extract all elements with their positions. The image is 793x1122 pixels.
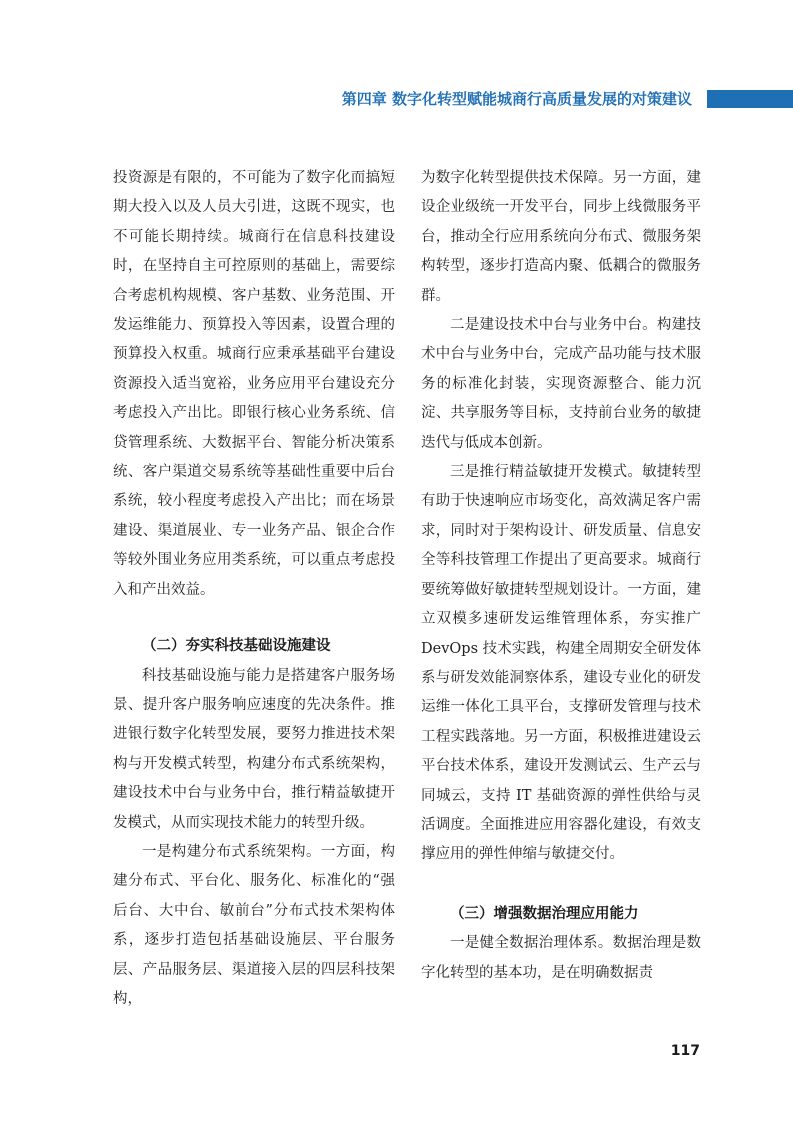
left-column	[113, 164, 395, 1014]
running-header	[0, 88, 793, 110]
section-heading: （二）夯实科技基础设施建设	[142, 638, 331, 655]
spacer	[113, 605, 395, 632]
paragraph: 科技基础设施与能力是搭建客户服务场景、提升客户服务响应速度的先决条件。推进银行数字化转型发展，要努力推进技术架构与开发模式转型，构建分布式系统架构，建设技术中台与业务中台，推行精益敏捷开发模式，从而实现技术能力的转型升级。	[113, 667, 395, 831]
chapter-title: 第四章 数字化转型赋能城商行高质量发展的对策建议	[341, 90, 692, 108]
page-number: 117	[670, 1043, 700, 1059]
paragraph: 一是构建分布式系统架构。一方面，构建分布式、平台化、服务化、标准化的“强后台、大中台、敏前台”分布式技术架构体系，逐步打造包括基础设施层、平台服务层、产品服务层、渠道接入层的四层科技架构，	[113, 843, 395, 1007]
header-accent-rect	[707, 90, 793, 108]
paragraph: 三是推行精益敏捷开发模式。敏捷转型有助于快速响应市场变化，高效满足客户需求，同时对于架构设计、研发质量、信息安全等科技管理工作提出了更高要求。城商行要统筹做好敏捷转型规划设计。一方面，建立双模多速研发运维管理体系，夯实推广 DevOps 技术实践，构建全周期安全研发体系与研发效能洞察体系，建设专业化的研发运维一体化工具平台，支撑研发管理与技术工程实践落地。另一方面，积极推进建设云平台技术体系，建设开发测试云、生产云与同城云，支持 IT 基础资源的弹性供给与灵活调度。全面推进应用容器化建设，有效支撑应用的弹性伸缩与敏捷交付。	[421, 464, 701, 863]
section-heading: （三）增强数据治理应用能力	[450, 905, 639, 922]
paragraph: 投资源是有限的，不可能为了数字化而搞短期大投入以及人员大引进，这既不现实，也不可能长期持续。城商行在信息科技建设时，在坚持自主可控原则的基础上，需要综合考虑机构规模、客户基数、业务范围、开发运维能力、预算投入等因素，设置合理的预算投入权重。城商行应秉承基础平台建设资源投入适当宽裕，业务应用平台建设充分考虑投入产出比。即银行核心业务系统、信贷管理系统、大数据平台、智能分析决策系统、客户渠道交易系统等基础性重要中后台系统，较小程度考虑投入产出比；而在场景建设、渠道展业、专一业务产品、银企合作等较外围业务应用类系统，可以重点考虑投入和产出效益。	[113, 170, 395, 598]
spacer	[421, 870, 701, 900]
paragraph: 二是建设技术中台与业务中台。构建技术中台与业务中台，完成产品功能与技术服务的标准化封装，实现资源整合、能力沉淀、共享服务等目标，支持前台业务的敏捷迭代与低成本创新。	[421, 317, 701, 451]
header-accent-bar	[707, 90, 793, 108]
paragraph: 一是健全数据治理体系。数据治理是数字化转型的基本功，是在明确数据责	[421, 935, 701, 981]
paragraph: 为数字化转型提供技术保障。另一方面，建设企业级统一开发平台，同步上线微服务平台，推动全行应用系统向分布式、微服务架构转型，逐步打造高内聚、低耦合的微服务群。	[421, 170, 701, 304]
right-column	[421, 164, 701, 988]
